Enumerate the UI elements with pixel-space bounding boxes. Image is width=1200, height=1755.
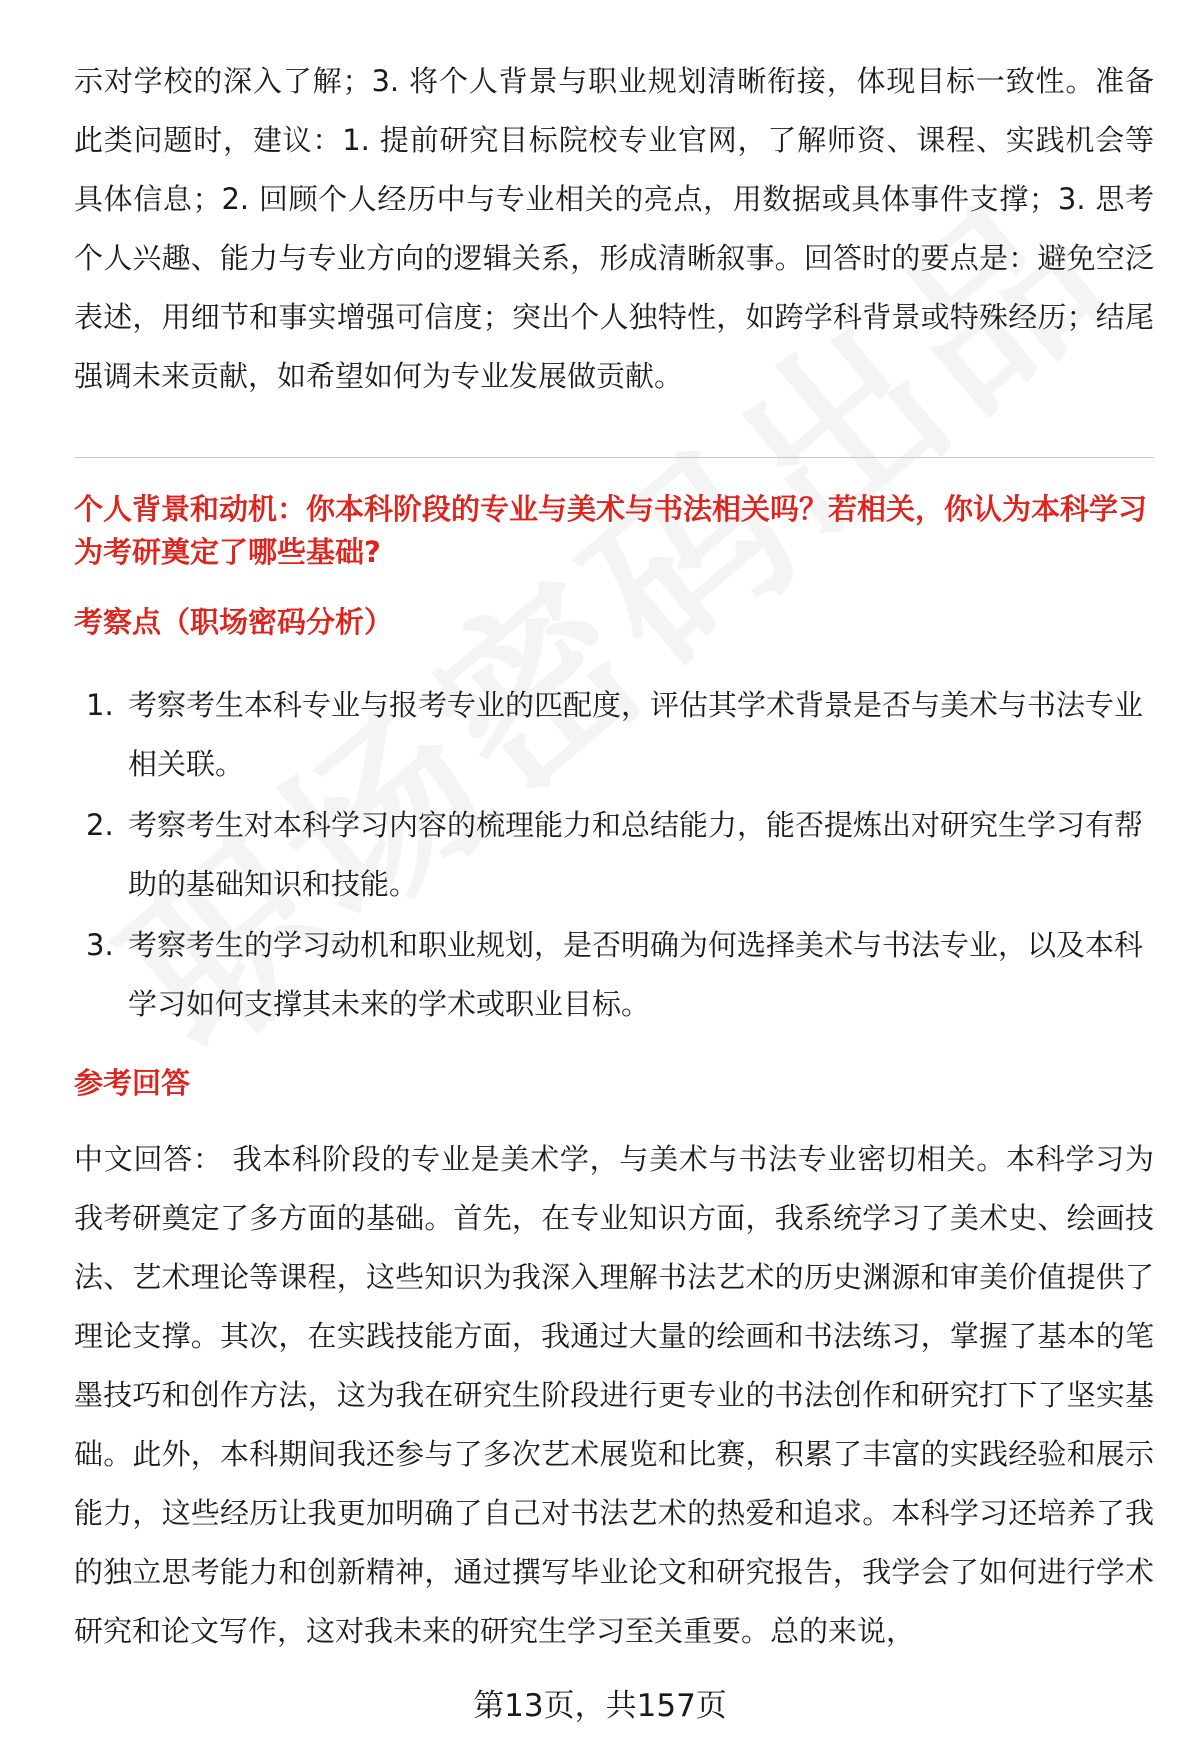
analysis-heading: 考察点（职场密码分析） [74,605,394,639]
analysis-list [74,676,1154,1036]
answer-paragraph: 中文回答： 我本科阶段的专业是美术学，与美术与书法专业密切相关。本科学习为我考研奠定了多方面的基础。首先，在专业知识方面，我系统学习了美术史、绘画技法、艺术理论等课程，这些知识为我深入理解书法艺术的历史渊源和审美价值提供了理论支撑。其次，在实践技能方面，我通过大量的绘画和书法练习，掌握了基本的笔墨技巧和创作方法，这为我在研究生阶段进行更专业的书法创作和研究打下了坚实基础。此外，本科期间我还参与了多次艺术展览和比赛，积累了丰富的实践经验和展示能力，这些经历让我更加明确了自己对书法艺术的热爱和追求。本科学习还培养了我的独立思考能力和创新精神，通过撰写毕业论文和研究报告，我学会了如何进行学术研究和论文写作，这对我未来的研究生学习至关重要。总的来说， [74,1142,1154,1648]
list-item-number: 1. [86,688,114,722]
list-item [74,916,1154,1034]
list-item-number: 2. [86,808,114,842]
list-item-text: 考察考生本科专业与报考专业的匹配度，评估其学术背景是否与美术与书法专业相关联。 [128,688,1144,781]
answer-heading: 参考回答 [74,1066,191,1100]
intro-paragraph: 示对学校的深入了解；3. 将个人背景与职业规划清晰衔接，体现目标一致性。准备此类问题时，建议：1. 提前研究目标院校专业官网，了解师资、课程、实践机会等具体信息；2. 回顾个人经历中与专业相关的亮点，用数据或具体事件支撑；3. 思考个人兴趣、能力与专业方向的逻辑关系，形成清晰叙事。回答时的要点是：避免空泛表述，用细节和事实增强可信度；突出个人独特性，如跨学科背景或特殊经历；结尾强调未来贡献，如希望如何为专业发展做贡献。 [74,64,1154,393]
list-item-number: 3. [86,928,114,962]
page-footer: 第13页，共157页 [473,1688,727,1724]
list-item-text: 考察考生对本科学习内容的梳理能力和总结能力，能否提炼出对研究生学习有帮助的基础知识和技能。 [128,808,1144,901]
list-item [74,676,1154,794]
list-item [74,796,1154,914]
list-item-text: 考察考生的学习动机和职业规划，是否明确为何选择美术与书法专业，以及本科学习如何支撑其未来的学术或职业目标。 [128,928,1144,1021]
section-divider [74,457,1154,458]
question-heading: 个人背景和动机：你本科阶段的专业与美术与书法相关吗？若相关，你认为本科学习为考研奠定了哪些基础? [74,492,1148,569]
